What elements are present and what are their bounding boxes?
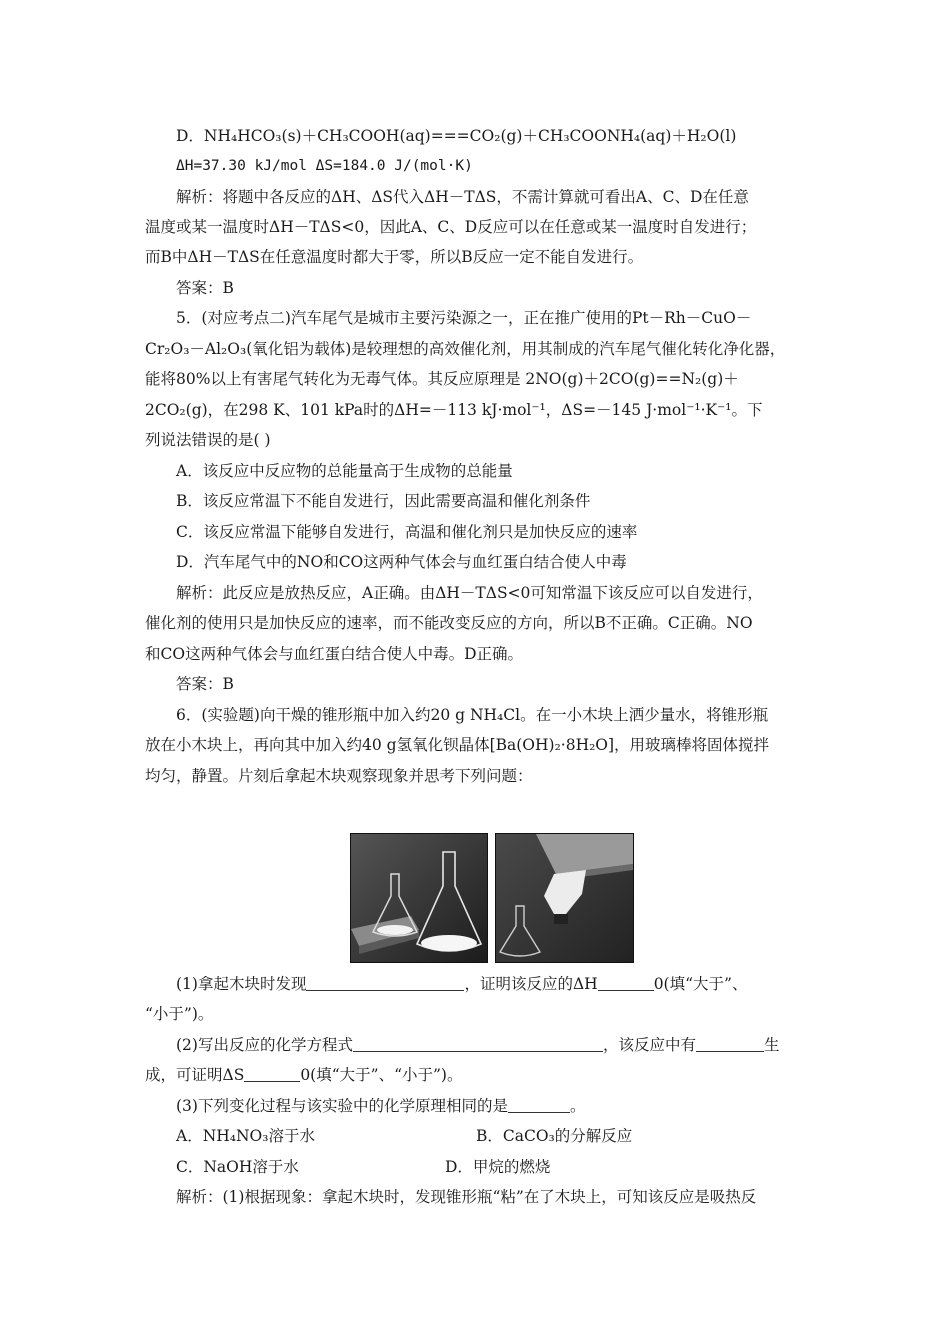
- blank-phenomenon[interactable]: [306, 976, 464, 991]
- option-b: B．CaCO₃的分解反应: [476, 1127, 633, 1145]
- analysis-line: 解析：(1)根据现象：拿起木块时，发现锥形瓶“粘”在了木块上，可知该反应是吸热反: [176, 1188, 757, 1206]
- analysis-line: 和CO这两种气体会与血红蛋白结合使人中毒。D正确。: [145, 645, 523, 663]
- q2-text: 生: [763, 1036, 780, 1054]
- experiment-photo-flasks: [350, 833, 488, 963]
- q2-text: 0(填“大于”、“小于”)。: [300, 1066, 463, 1084]
- option-b: B．该反应常温下不能自发进行，因此需要高温和催化剂条件: [176, 492, 591, 510]
- q3-text: 。: [569, 1097, 586, 1115]
- question-6-stem: 6．(实验题)向干燥的锥形瓶中加入约20 g NH₄Cl。在一小木块上洒少量水，将锥形瓶: [176, 706, 769, 724]
- question-6-stem: 均匀，静置。片刻后拿起木块观察现象并思考下列问题：: [145, 767, 533, 785]
- q2-text: (2)写出反应的化学方程式: [176, 1036, 353, 1054]
- option-d: D．汽车尾气中的NO和CO这两种气体会与血红蛋白结合使人中毒: [176, 553, 627, 571]
- analysis-line: 温度或某一温度时ΔH－TΔS<0，因此A、C、D反应可以在任意或某一温度时自发进行；: [145, 218, 757, 236]
- thermo-values: ΔH=37.30 kJ/mol ΔS=184.0 J/(mol·K): [176, 158, 473, 174]
- option-a: A．该反应中反应物的总能量高于生成物的总能量: [176, 462, 513, 480]
- analysis-line: 解析：此反应是放热反应，A正确。由ΔH－TΔS<0可知常温下该反应可以自发进行，: [176, 584, 763, 602]
- q1-text: (1)拿起木块时发现: [176, 975, 307, 993]
- blank-product[interactable]: [696, 1037, 764, 1052]
- experiment-photo-lifted-flask: [495, 833, 634, 963]
- analysis-line: 而B中ΔH－TΔS在任意温度时都大于零，所以B反应一定不能自发进行。: [145, 248, 644, 266]
- q1-text: 0(填“大于”、: [653, 975, 748, 993]
- analysis-line: 解析：将题中各反应的ΔH、ΔS代入ΔH－TΔS，不需计算就可看出A、C、D在任意: [176, 188, 749, 206]
- question-6-stem: 放在小木块上，再向其中加入约40 g氢氧化钡晶体[Ba(OH)₂·8H₂O]，用玻璃棒将固体搅拌: [145, 736, 770, 754]
- option-c: C．该反应常温下能够自发进行，高温和催化剂只是加快反应的速率: [176, 523, 638, 541]
- question-6-part-3: [176, 1095, 585, 1117]
- question-5-stem: 列说法错误的是( ): [145, 431, 271, 449]
- q2-text: ，该反应中有: [602, 1036, 696, 1054]
- question-5-stem: 能将80%以上有害尾气转化为无毒气体。其反应原理是 2NO(g)＋2CO(g)==N₂(g)＋: [145, 370, 739, 388]
- question-6-part-1-cont: “小于”)。: [145, 1005, 214, 1023]
- blank-equation[interactable]: [353, 1037, 603, 1052]
- blank-choice[interactable]: [508, 1098, 570, 1113]
- option-d: D．甲烷的燃烧: [445, 1158, 551, 1176]
- q1-text: ，证明该反应的ΔH: [464, 975, 598, 993]
- blank-delta-s[interactable]: [244, 1067, 300, 1082]
- question-6-part-1: [176, 973, 747, 995]
- question-6-part-2: [176, 1034, 780, 1056]
- answer-line: 答案：B: [176, 279, 234, 297]
- option-a: A．NH₄NO₃溶于水: [176, 1127, 315, 1145]
- question-6-part-2-cont: [145, 1064, 462, 1086]
- question-5-stem: 2CO₂(g)，在298 K、101 kPa时的ΔH=－113 kJ·mol⁻¹，ΔS=－145 J·mol⁻¹·K⁻¹。下: [145, 401, 763, 419]
- analysis-line: 催化剂的使用只是加快反应的速率，而不能改变反应的方向，所以B不正确。C正确。NO: [145, 614, 753, 632]
- q3-text: (3)下列变化过程与该实验中的化学原理相同的是: [176, 1097, 508, 1115]
- question-5-stem: 5．(对应考点二)汽车尾气是城市主要污染源之一，正在推广使用的Pt－Rh－CuO－: [176, 309, 752, 327]
- q2-text: 成，可证明ΔS: [145, 1066, 245, 1084]
- blank-delta-h[interactable]: [598, 976, 654, 991]
- option-c: C．NaOH溶于水: [176, 1158, 299, 1176]
- option-d-equation: D．NH₄HCO₃(s)＋CH₃COOH(aq)===CO₂(g)＋CH₃COONH₄(aq)＋H₂O(l): [176, 127, 737, 145]
- question-5-stem: Cr₂O₃－Al₂O₃(氧化铝为载体)是较理想的高效催化剂，用其制成的汽车尾气催化转化净化器，: [145, 340, 786, 358]
- answer-line: 答案：B: [176, 675, 234, 693]
